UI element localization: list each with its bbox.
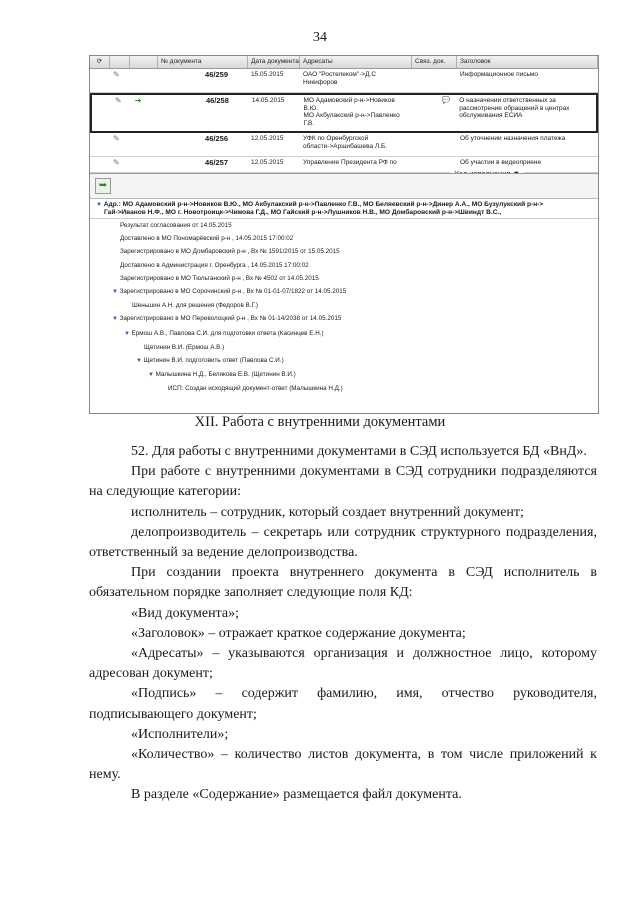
tree-node[interactable] (90, 327, 598, 341)
paragraph: «Количество» – количество листов документа, в том числе приложений к нему. (89, 747, 597, 783)
tree-node[interactable] (90, 368, 598, 382)
table-row[interactable] (90, 133, 598, 157)
paragraph: «Вид документа»; (131, 605, 239, 621)
doc-addressees: МО Адамовский р-н->Новиков В.Ю. МО Акбулакский р-н->Павленко Г.В. (303, 97, 400, 127)
tree-node[interactable] (90, 312, 598, 326)
column-header-addressees[interactable]: Адресаты (300, 56, 412, 68)
doc-title: Информационное письмо (460, 71, 538, 78)
doc-addressees: УФК по Оренбургской области->Аршибашева Л.Б. (303, 135, 388, 150)
doc-number: 46/259 (205, 70, 228, 79)
tree-node-label: Зарегистрировано в МО Тюльганский р-н , Вх № 4502 от 14.05.2015 (120, 274, 319, 282)
paragraph: При создании проекта внутреннего документа в СЭД исполнитель в обязательном порядке заполняет следующие поля КД: (89, 565, 597, 601)
column-header-doc-date[interactable]: Дата документа (248, 56, 300, 68)
forward-arrow-icon[interactable]: ➥ (95, 178, 111, 194)
paragraph: исполнитель – сотрудник, который создает внутренний документ; (131, 504, 524, 520)
doc-number: 46/257 (205, 158, 228, 167)
route-addressees: ▼ Адр.: МО Адамовский р-н->Новиков В.Ю., МО Акбулакский р-н->Павленко Г.В., МО Беляевский р-н->Динер А.А., МО Бузулукский р-н-> Гай->Иванов Н.Ф., МО г. Новотроицк->Чижова Г.Д., МО Гайский р-н->Лушников Н.В., МО Домбаровский р-н->Швиндт В.С., (90, 199, 598, 219)
paperclip-icon: ✎ (113, 158, 120, 167)
doc-number: 46/256 (205, 134, 228, 143)
doc-title: Об участии в видеоприене (460, 159, 542, 166)
tree-node[interactable] (90, 219, 598, 232)
tree-node[interactable] (90, 382, 598, 395)
body-text (89, 442, 597, 806)
paragraph: «Заголовок» – отражает краткое содержание документа; (131, 625, 466, 641)
paragraph: «Исполнители»; (131, 726, 229, 742)
documents-grid (90, 56, 598, 173)
tree-node[interactable] (90, 272, 598, 285)
triangle-down-icon[interactable]: ▼ (136, 358, 144, 365)
tree-node-label: ИСП: Создан исходящий документ-ответ (Малышкина Н.Д.) (168, 385, 343, 393)
paragraph: «Подпись» – содержит фамилию, имя, отчество руководителя, подписывающего документ; (89, 686, 597, 722)
tree-node-label: Результат согласования от 14.05.2015 (120, 222, 232, 229)
table-row[interactable] (90, 69, 598, 93)
tree-node[interactable] (90, 285, 598, 299)
triangle-down-icon[interactable]: ▼ (148, 372, 156, 379)
tree-node-label: Ермош А.В., Павлова С.И. для подготовки ответа (Касинцев Е.Н.) (131, 329, 324, 337)
execution-toolbar (90, 173, 598, 199)
triangle-down-icon[interactable]: ▼ (96, 202, 102, 208)
table-row-selected[interactable] (90, 93, 598, 133)
section-heading: XII. Работа с внутренними документами (194, 414, 446, 430)
tree-node-label: Малышкина Н.Д., Белякова Е.В. (Щетинин В.И.) (155, 371, 296, 379)
execution-tree (90, 219, 598, 396)
tree-node-label: Шеньшин А.Н. для решения (Федоров В.Г.) (132, 302, 259, 310)
tree-node-label: Доставлено в Администрация г. Оренбурга , 14.05.2015 17:00:02 (120, 261, 309, 269)
doc-title: О назначении ответственных за рассмотрение обращений в центрах обслуживания ЕСИА (459, 97, 570, 119)
doc-addressees: Управление Президента РФ по (303, 159, 397, 166)
doc-date: 14.05.2015 (251, 97, 285, 104)
column-header-title[interactable]: Заголовок (457, 56, 598, 68)
triangle-down-icon[interactable]: ▼ (112, 316, 120, 323)
doc-title: Об уточнении назначения платежа (460, 135, 566, 142)
paragraph: В разделе «Содержание» размещается файл документа. (131, 787, 462, 803)
tree-node-label: Зарегистрировано в МО Домбаровский р-н , Вх № 1591/2015 от 15.05.2015 (120, 248, 340, 256)
tree-node-label: Зарегистрировано в МО Переволоцкий р-н , Вх № 01-14/2038 от 14.05.2015 (119, 315, 342, 323)
doc-addressees: ОАО "Ростелеком"->Д.С Никифоров (303, 71, 377, 86)
sed-screenshot (89, 55, 599, 414)
doc-number: 46/258 (205, 96, 229, 105)
column-header-doc-number[interactable]: № документа (158, 56, 248, 68)
tree-node[interactable] (90, 354, 598, 368)
arrow-right-icon: ➔ (134, 96, 142, 105)
grid-header (90, 56, 598, 69)
tree-node-label: Зарегистрировано в МО Сорочинский р-н , Вх № 01-01-07/1822 от 14.05.2015 (119, 288, 347, 296)
comment-icon: 💬 (441, 97, 451, 104)
refresh-icon[interactable]: ⟳ (90, 56, 110, 68)
tree-node-label: Щетинин В.И. подготовить ответ (Павлова С.И.) (143, 357, 284, 365)
tree-node[interactable] (90, 299, 598, 312)
tree-node-label: Доставлено в МО Пономарёвский р-н , 14.05.2015 17:00:02 (120, 235, 294, 243)
column-header-blank (130, 56, 158, 68)
column-header-linked-docs[interactable]: Связ. док. (412, 56, 457, 68)
tree-node[interactable] (90, 259, 598, 272)
triangle-down-icon[interactable]: ▼ (124, 330, 132, 337)
doc-date: 12.05.2015 (251, 135, 284, 142)
doc-date: 15.05.2015 (251, 71, 284, 78)
doc-date: 12.05.2015 (251, 159, 284, 166)
column-header-blank (110, 56, 130, 68)
page-number: 34 (313, 30, 327, 45)
tree-node[interactable] (90, 341, 598, 354)
tree-node-label: Щетинин В.И. (Ермош А.В.) (144, 343, 225, 351)
paragraph: делопроизводитель – секретарь или сотрудник структурного подразделения, ответственный за ведение делопроизводства. (89, 524, 597, 561)
paperclip-icon: ✎ (113, 70, 120, 79)
tree-node[interactable] (90, 245, 598, 258)
paragraph: «Адресаты» – указываются организация и должностное лицо, которому адресован документ; (89, 646, 597, 682)
triangle-down-icon[interactable]: ▼ (112, 289, 120, 296)
paperclip-icon: ✎ (114, 96, 122, 105)
tree-node[interactable] (90, 232, 598, 245)
paragraph: При работе с внутренними документами в СЭД сотрудники подразделяются на следующие категории: (89, 464, 597, 500)
paperclip-icon: ✎ (113, 134, 120, 143)
paragraph: 52. Для работы с внутренними документами в СЭД используется БД «ВнД». (131, 444, 587, 459)
